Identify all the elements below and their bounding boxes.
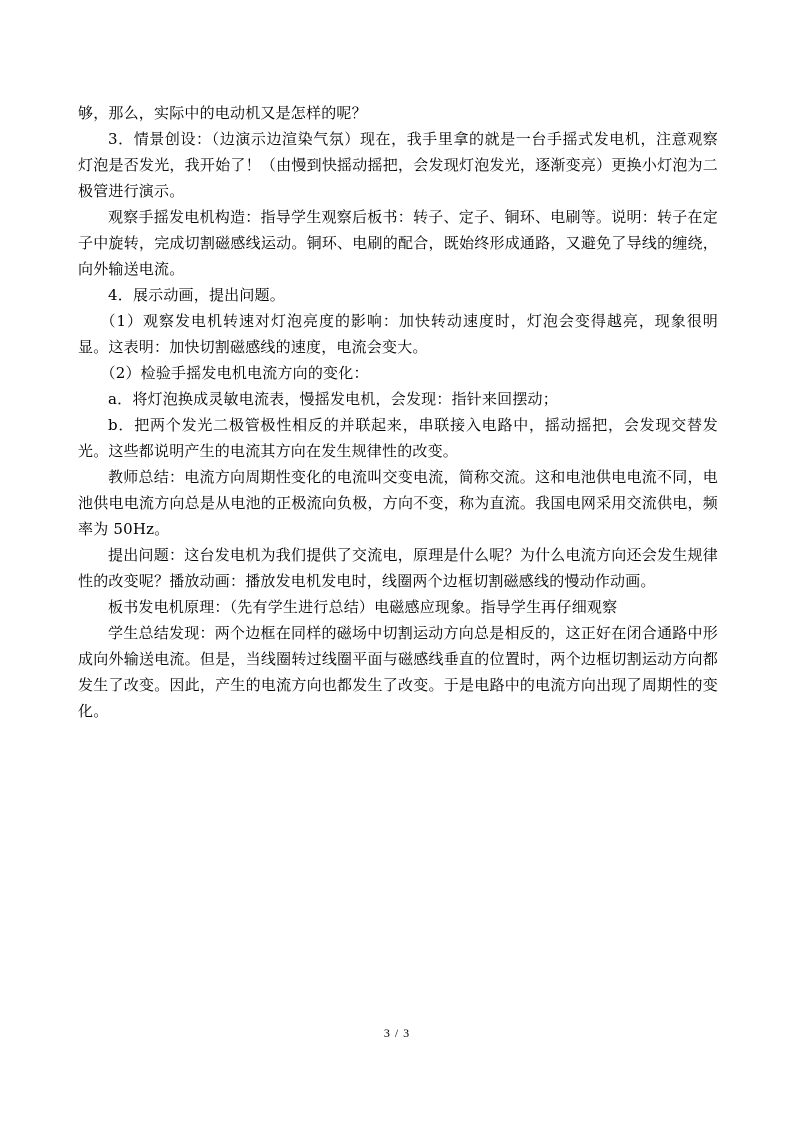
document-body	[78, 100, 718, 724]
paragraph-item-a: a．将灯泡换成灵敏电流表，慢摇发电机，会发现：指针来回摆动；	[108, 390, 558, 408]
paragraph-item-b: b．把两个发光二极管极性相反的并联起来，串联接入电路中，摇动摇把，会发现交替发光。这些都说明产生的电流其方向在发生规律性的改变。	[78, 416, 718, 460]
paragraph-speed-brightness: （1）观察发电机转速对灯泡亮度的影响：加快转动速度时，灯泡会变得越亮，现象很明显。这表明：加快切割磁感线的速度，电流会变大。	[78, 312, 718, 356]
paragraph-animation-heading: 4．展示动画，提出问题。	[108, 286, 285, 304]
paragraph-teacher-summary: 教师总结：电流方向周期性变化的电流叫交变电流，简称交流。这和电池供电电流不同，电池供电电流方向总是从电池的正极流向负极，方向不变，称为直流。我国电网采用交流供电，频率为 50Hz。	[78, 468, 718, 538]
page-number: 3 / 3	[383, 1026, 411, 1040]
paragraph-generator-structure: 观察手摇发电机构造：指导学生观察后板书：转子、定子、铜环、电刷等。说明：转子在定子中旋转，完成切割磁感线运动。铜环、电刷的配合，既始终形成通路，又避免了导线的缠绕，向外输送电流。	[78, 208, 718, 278]
paragraph-scenario-setup: 3．情景创设：（边演示边渲染气氛）现在，我手里拿的就是一台手摇式发电机，注意观察灯泡是否发光，我开始了！（由慢到快摇动摇把，会发现灯泡发光，逐渐变亮）更换小灯泡为二极管进行演示。	[78, 130, 718, 200]
paragraph-continuation: 够，那么，实际中的电动机又是怎样的呢？	[78, 104, 367, 122]
paragraph-current-direction: （2）检验手摇发电机电流方向的变化：	[100, 364, 369, 382]
paragraph-question: 提出问题：这台发电机为我们提供了交流电，原理是什么呢？为什么电流方向还会发生规律性的改变呢？播放动画：播放发电机发电时，线圈两个边框切割磁感线的慢动作动画。	[78, 546, 718, 590]
paragraph-student-summary: 学生总结发现：两个边框在同样的磁场中切割运动方向总是相反的，这正好在闭合通路中形成向外输送电流。但是，当线圈转过线圈平面与磁感线垂直的位置时，两个边框切割运动方向都发生了改变。因此，产生的电流方向也都发生了改变。于是电路中的电流方向出现了周期性的变化。	[78, 624, 718, 720]
paragraph-blackboard-principle: 板书发电机原理：（先有学生进行总结）电磁感应现象。指导学生再仔细观察	[108, 598, 618, 616]
